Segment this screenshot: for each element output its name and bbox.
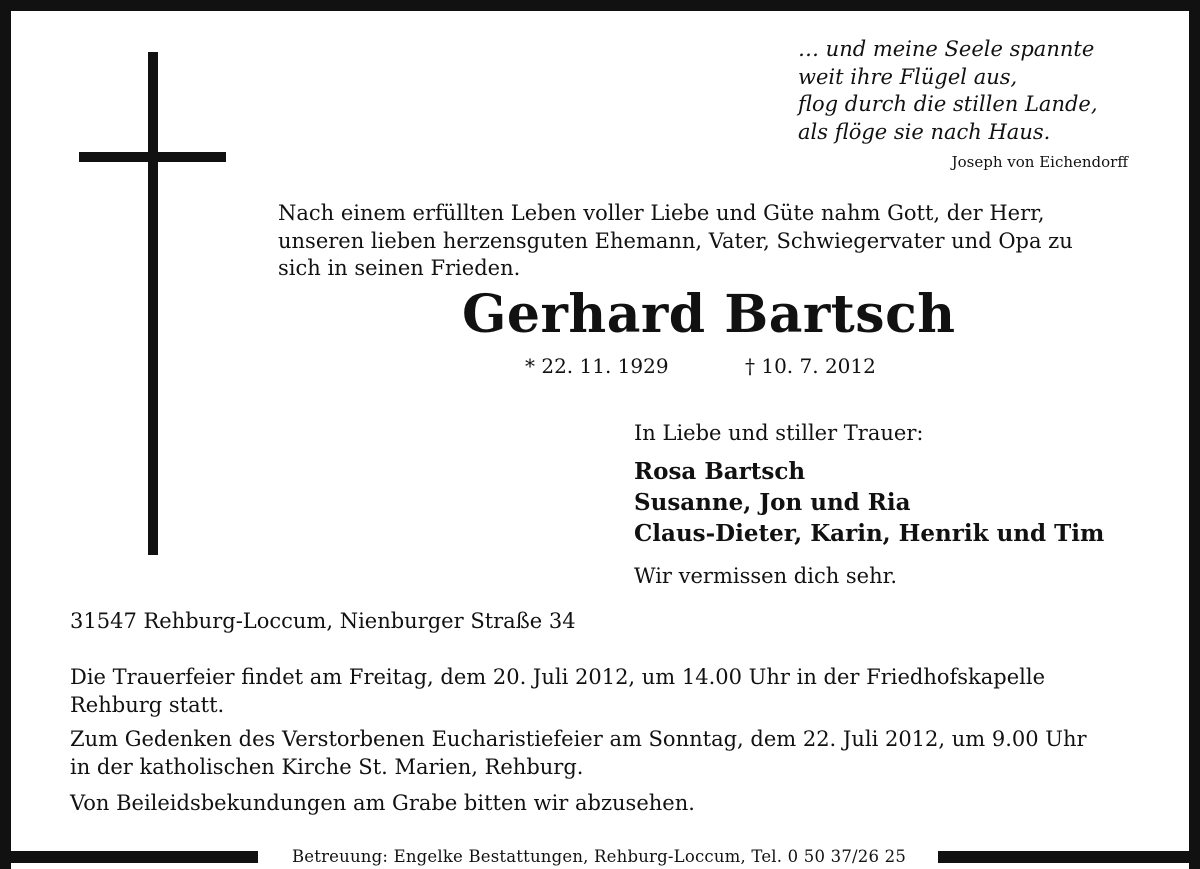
poem-line: … und meine Seele spannte — [798, 37, 1095, 61]
poem-line: flog durch die stillen Lande, — [798, 92, 1098, 116]
cross-vertical-bar — [148, 52, 158, 555]
intro-line: unseren lieben herzensguten Ehemann, Vater, Schwiegervater und Opa zu — [278, 228, 1073, 253]
poem-line: als flöge sie nach Haus. — [798, 119, 1051, 144]
border-bottom-right — [938, 851, 1200, 863]
funeral-notice-line: Die Trauerfeier findet am Freitag, dem 20. Juli 2012, um 14.00 Uhr in der Friedhofskapelle — [70, 665, 1046, 689]
family-address: 31547 Rehburg-Loccum, Nienburger Straße 34 — [70, 609, 576, 633]
poem-line: weit ihre Flügel aus, — [798, 64, 1018, 89]
funeral-home-footer: Betreuung: Engelke Bestattungen, Rehburg-Loccum, Tel. 0 50 37/26 25 — [291, 847, 907, 866]
cross-horizontal-bar — [79, 152, 226, 162]
memorial-notice-line: Zum Gedenken des Verstorbenen Eucharistiefeier am Sonntag, dem 22. Juli 2012, um 9.00 Uhr — [70, 727, 1087, 751]
mourning-closing: Wir vermissen dich sehr. — [634, 564, 898, 588]
border-bottom-left — [0, 851, 258, 863]
mourner-list — [634, 456, 1104, 549]
funeral-notice — [70, 664, 1045, 719]
memorial-notice — [70, 726, 1087, 781]
intro-text — [278, 200, 1073, 283]
deceased-name: Gerhard Bartsch — [462, 284, 956, 345]
poem-author: Joseph von Eichendorff — [951, 153, 1128, 171]
memorial-notice-line: in der katholischen Kirche St. Marien, Rehburg. — [70, 754, 584, 779]
border-left — [0, 0, 11, 869]
intro-line: Nach einem erfüllten Leben voller Liebe und Güte nahm Gott, der Herr, — [278, 201, 1045, 225]
poem-quote — [798, 36, 1098, 146]
death-date: † 10. 7. 2012 — [745, 354, 876, 378]
funeral-notice-line: Rehburg statt. — [70, 692, 225, 717]
mourner-name: Rosa Bartsch — [634, 458, 806, 485]
birth-date: * 22. 11. 1929 — [525, 354, 669, 378]
mourner-name: Claus-Dieter, Karin, Henrik und Tim — [634, 520, 1105, 547]
border-top — [0, 0, 1200, 11]
mourning-intro: In Liebe und stiller Trauer: — [634, 421, 924, 445]
intro-line: sich in seinen Frieden. — [278, 256, 521, 280]
condolences-notice: Von Beileidsbekundungen am Grabe bitten wir abzusehen. — [70, 791, 695, 815]
border-right — [1189, 0, 1200, 869]
mourner-name: Susanne, Jon und Ria — [634, 489, 911, 516]
